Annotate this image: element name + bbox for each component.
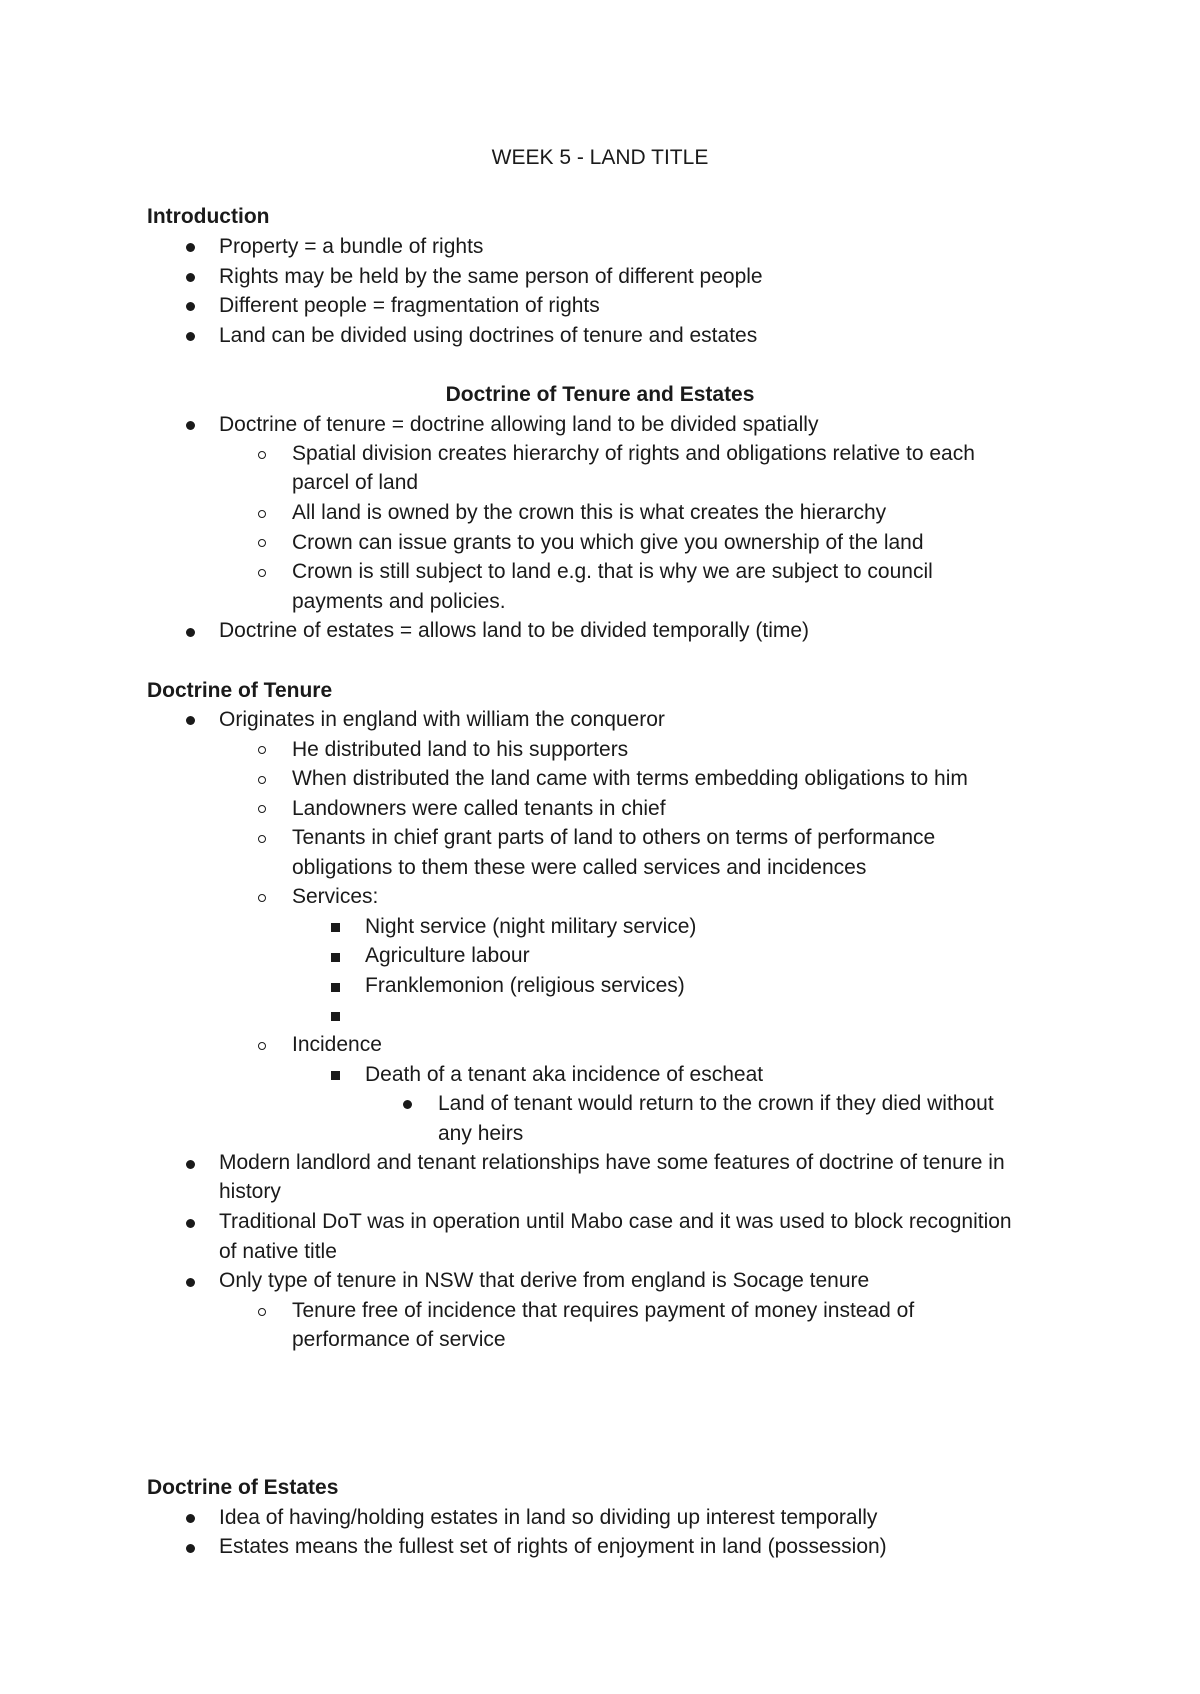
list-item: Rights may be held by the same person of different people <box>219 265 763 288</box>
list-item: Tenure free of incidence that requires payment of money instead of <box>292 1299 915 1322</box>
list-item: Only type of tenure in NSW that derive from england is Socage tenure <box>219 1269 870 1292</box>
circle-bullet-icon <box>258 451 266 459</box>
list-item-continuation: performance of service <box>292 1328 506 1351</box>
circle-bullet-icon <box>258 569 266 577</box>
list-item: Land of tenant would return to the crown if they died without <box>438 1092 994 1115</box>
list-item-continuation: parcel of land <box>292 471 419 494</box>
list-item: Doctrine of estates = allows land to be divided temporally (time) <box>219 619 810 642</box>
disc-bullet-icon <box>403 1100 412 1109</box>
list-item: Doctrine of tenure = doctrine allowing land to be divided spatially <box>219 413 819 436</box>
list-item: Land can be divided using doctrines of tenure and estates <box>219 324 758 347</box>
list-item: Traditional DoT was in operation until Mabo case and it was used to block recognition <box>219 1210 1012 1233</box>
disc-bullet-icon <box>186 1278 195 1287</box>
circle-bullet-icon <box>258 746 266 754</box>
section-heading-introduction: Introduction <box>147 205 270 228</box>
disc-bullet-icon <box>186 302 195 311</box>
square-bullet-icon <box>331 983 340 992</box>
disc-bullet-icon <box>186 421 195 430</box>
list-item: Death of a tenant aka incidence of escheat <box>365 1063 764 1086</box>
square-bullet-icon <box>331 953 340 962</box>
circle-bullet-icon <box>258 510 266 518</box>
square-bullet-icon <box>331 1071 340 1080</box>
disc-bullet-icon <box>186 716 195 725</box>
list-item: All land is owned by the crown this is what creates the hierarchy <box>292 501 887 524</box>
disc-bullet-icon <box>186 1514 195 1523</box>
disc-bullet-icon <box>186 628 195 637</box>
section-heading-tenure-and-estates: Doctrine of Tenure and Estates <box>445 383 755 406</box>
list-item: Night service (night military service) <box>365 915 697 938</box>
circle-bullet-icon <box>258 805 266 813</box>
list-item: When distributed the land came with terms embedding obligations to him <box>292 767 968 790</box>
list-item: He distributed land to his supporters <box>292 738 629 761</box>
list-item: Idea of having/holding estates in land so dividing up interest temporally <box>219 1506 878 1529</box>
disc-bullet-icon <box>186 1160 195 1169</box>
circle-bullet-icon <box>258 835 266 843</box>
list-item: Services: <box>292 885 379 908</box>
list-item: Tenants in chief grant parts of land to others on terms of performance <box>292 826 936 849</box>
disc-bullet-icon <box>186 243 195 252</box>
list-item: Spatial division creates hierarchy of rights and obligations relative to each <box>292 442 975 465</box>
circle-bullet-icon <box>258 1308 266 1316</box>
disc-bullet-icon <box>186 273 195 282</box>
list-item: Agriculture labour <box>365 944 530 967</box>
disc-bullet-icon <box>186 332 195 341</box>
section-heading-estates: Doctrine of Estates <box>147 1476 339 1499</box>
list-item-continuation: payments and policies. <box>292 590 506 613</box>
square-bullet-icon <box>331 1012 340 1021</box>
disc-bullet-icon <box>186 1544 195 1553</box>
list-item: Crown is still subject to land e.g. that is why we are subject to council <box>292 560 933 583</box>
circle-bullet-icon <box>258 776 266 784</box>
list-item: Originates in england with william the conqueror <box>219 708 665 731</box>
list-item: Incidence <box>292 1033 382 1056</box>
list-item-continuation: any heirs <box>438 1122 524 1145</box>
list-item: Franklemonion (religious services) <box>365 974 685 997</box>
list-item-continuation: obligations to them these were called services and incidences <box>292 856 867 879</box>
list-item: Property = a bundle of rights <box>219 235 484 258</box>
list-item-continuation: history <box>219 1180 281 1203</box>
list-item-continuation: of native title <box>219 1240 337 1263</box>
section-heading-tenure: Doctrine of Tenure <box>147 679 333 702</box>
list-item: Estates means the fullest set of rights of enjoyment in land (possession) <box>219 1535 887 1558</box>
list-item: Modern landlord and tenant relationships have some features of doctrine of tenure in <box>219 1151 1005 1174</box>
document-title: WEEK 5 - LAND TITLE <box>491 146 709 169</box>
square-bullet-icon <box>331 923 340 932</box>
disc-bullet-icon <box>186 1219 195 1228</box>
circle-bullet-icon <box>258 1042 266 1050</box>
circle-bullet-icon <box>258 539 266 547</box>
list-item: Landowners were called tenants in chief <box>292 797 666 820</box>
list-item: Different people = fragmentation of rights <box>219 294 600 317</box>
list-item: Crown can issue grants to you which give you ownership of the land <box>292 531 924 554</box>
circle-bullet-icon <box>258 894 266 902</box>
